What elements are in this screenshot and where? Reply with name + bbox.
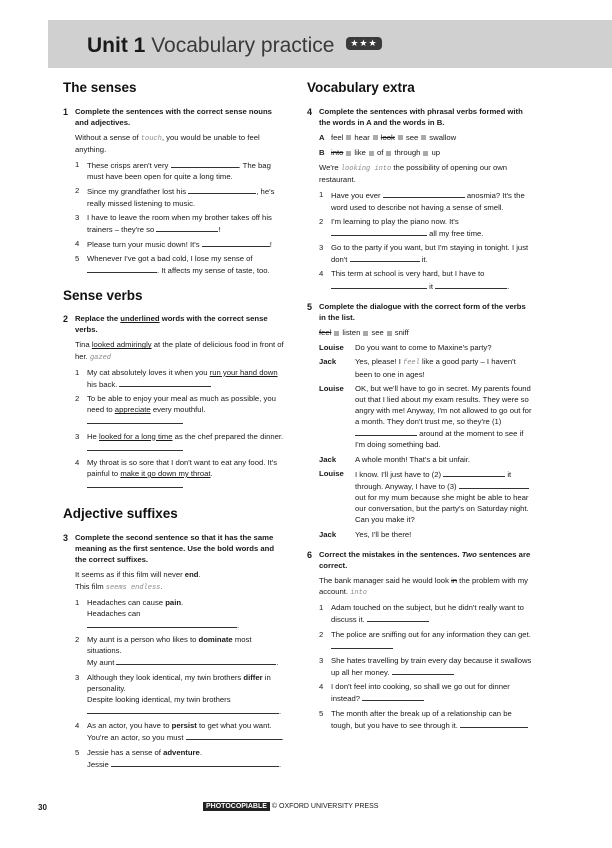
answer-blank[interactable]	[87, 442, 183, 451]
dialogue-line: Jack Yes, please! I feel like a good party – I haven't been to one in ages!	[319, 357, 516, 379]
list-item: 4 As an actor, you have to persist to get what you want. You're an actor, so you must .	[75, 721, 284, 743]
answer-blank[interactable]	[186, 731, 282, 740]
list-item: 3 I have to leave the room when my brother takes off his trainers – they're so !	[75, 212, 272, 234]
answer-blank[interactable]	[331, 227, 427, 236]
list-item: 3 Although they look identical, my twin brothers differ in personality. Despite looking identical, my twin brothers .	[75, 672, 282, 717]
publisher: © OXFORD UNIVERSITY PRESS	[271, 803, 379, 810]
list-item: 5 Whenever I've got a bad cold, I lose my sense of . It affects my sense of taste, too.	[75, 254, 270, 276]
photocopiable-badge: PHOTOCOPIABLE	[203, 802, 270, 811]
exercise-6-example: The bank manager said he would look in the problem with my account. into	[319, 576, 528, 598]
title-text: Vocabulary practice	[151, 34, 335, 57]
right-column	[307, 78, 532, 734]
footer-copyright	[203, 803, 378, 810]
answer-blank[interactable]	[443, 468, 505, 477]
section-title-senses: The senses	[63, 80, 137, 95]
answer-blank[interactable]	[367, 613, 429, 622]
page-title	[87, 34, 382, 58]
list-item: 4 Please turn your music down! It's !	[75, 239, 272, 250]
left-column	[63, 78, 285, 773]
answer-blank[interactable]	[362, 692, 424, 701]
answer-blank[interactable]	[383, 189, 465, 198]
list-item: 1 Have you ever anosmia? It's the word used to describe not having a sense of smell.	[319, 190, 525, 212]
list-item: 1 These crisps aren't very . The bag must have been open for quite a long time.	[75, 160, 271, 182]
list-item: 4 This term at school is very hard, but I have to it .	[319, 269, 510, 291]
exercise-6-instruction: 6 Correct the mistakes in the sentences. Two sentences are correct.	[307, 549, 531, 570]
list-item: 2 I'm learning to play the piano now. It's all my free time.	[319, 216, 484, 238]
exercise-4-example: We're looking into the possibility of opening our own restaurant.	[319, 163, 508, 185]
answer-blank[interactable]	[460, 719, 528, 728]
page-number: 30	[38, 803, 47, 812]
verb-list: feel listen see sniff	[319, 328, 409, 338]
list-item: 2 My aunt is a person who likes to dominate most situations. My aunt .	[75, 635, 279, 668]
exercise-2-instruction: 2 Replace the underlined words with the correct sense verbs.	[63, 314, 268, 335]
list-item: 1 Headaches can cause pain. Headaches can .	[75, 597, 240, 630]
word-row-b: B into like of through up	[319, 148, 440, 158]
list-item: 1 Adam touched on the subject, but he didn't really want to discuss it.	[319, 603, 524, 625]
answer-blank[interactable]	[87, 619, 237, 628]
exercise-2-example: Tina looked admiringly at the plate of delicious food in front of her. gazed	[75, 340, 284, 362]
answer-blank[interactable]	[202, 238, 270, 247]
section-title-sense-verbs: Sense verbs	[63, 287, 143, 303]
answer-blank[interactable]	[350, 253, 420, 262]
exercise-5-instruction: 5 Complete the dialogue with the correct form of the verbs in the list.	[307, 301, 526, 322]
answer-blank[interactable]	[111, 758, 279, 767]
answer-blank[interactable]	[188, 185, 256, 194]
answer-blank[interactable]	[171, 159, 239, 168]
exercise-3-example: It seems as if this film will never end. This film seems endless.	[75, 570, 201, 592]
answer-blank[interactable]	[331, 640, 393, 649]
list-item: 2 The police are sniffing out for any information they can get.	[307, 629, 532, 652]
exercise-4-instruction: 4 Complete the sentences with phrasal verbs formed with the words in A and the words in B.	[307, 106, 523, 127]
dialogue-line: Jack Yes, I'll be there!	[319, 529, 412, 539]
dialogue-line: Jack A whole month! That's a bit unfair.	[319, 454, 470, 464]
answer-blank[interactable]	[87, 705, 279, 714]
level-badge: ★★★	[346, 37, 381, 50]
answer-blank[interactable]	[119, 378, 211, 387]
answer-blank[interactable]	[87, 479, 183, 488]
answer-blank[interactable]	[355, 427, 417, 436]
answer-blank[interactable]	[435, 280, 507, 289]
list-item: 4 My throat is so sore that I don't want to eat any food. It's painful to make it go down my throat.	[63, 457, 285, 491]
answer-blank[interactable]	[87, 415, 183, 424]
list-item: 3 She hates travelling by train every day because it swallows up all her money.	[319, 655, 532, 678]
answer-blank[interactable]	[331, 280, 427, 289]
exercise-1-example: Without a sense of touch, you would be unable to feel anything.	[75, 132, 260, 155]
answer-blank[interactable]	[156, 223, 218, 232]
list-item: 3 Go to the party if you want, but I'm staying in tonight. I just don't it.	[319, 243, 529, 265]
exercise-1-instruction: 1 Complete the sentences with the correct sense nouns and adjectives.	[63, 106, 272, 127]
exercise-3-instruction: 3 Complete the second sentence so that it has the same meaning as the first sentence. Use the bold words and the correct suffixes.	[63, 532, 275, 565]
list-item: 4 I don't feel into cooking, so shall we go out for dinner instead?	[319, 682, 510, 704]
word-row-a: A feel hear look see swallow	[319, 132, 457, 142]
list-item: 2 To be able to enjoy your meal as much as possible, you need to appreciate every mouthful.	[63, 393, 285, 427]
answer-blank[interactable]	[392, 666, 454, 675]
answer-blank[interactable]	[87, 264, 157, 273]
unit-label: Unit 1	[87, 34, 146, 57]
list-item: 2 Since my grandfather lost his , he's really missed listening to music.	[75, 186, 275, 208]
list-item: 5 The month after the break up of a relationship can be tough, but you have to see through it.	[307, 708, 532, 731]
answer-blank[interactable]	[116, 656, 276, 665]
section-title-adjective-suffixes: Adjective suffixes	[63, 506, 178, 522]
dialogue-line: Louise OK, but we'll have to go in secret. My parents found out that I lied about my exam results. They were so angry with me! Anyway, I'm not allowed to go out for a month. They don't trust me, so they're (1) around at the moment to see if I'm doing something bad.	[319, 383, 532, 450]
dialogue-line: Louise Do you want to come to Maxine's party?	[319, 343, 492, 353]
section-title-vocabulary-extra: Vocabulary extra	[307, 80, 415, 95]
list-item: 1 My cat absolutely loves it when you run your hand down his back.	[75, 367, 278, 389]
list-item: 3 He looked for a long time as the chef prepared the dinner.	[63, 431, 285, 454]
answer-blank[interactable]	[459, 480, 529, 489]
list-item: 5 Jessie has a sense of adventure. Jessie .	[75, 747, 282, 769]
dialogue-line: Louise I know. I'll just have to (2) it through. Anyway, I have to (3) out for my mum because she might be able to hear our conversation, but the party's on Saturday night. Can you make it?	[319, 468, 529, 525]
